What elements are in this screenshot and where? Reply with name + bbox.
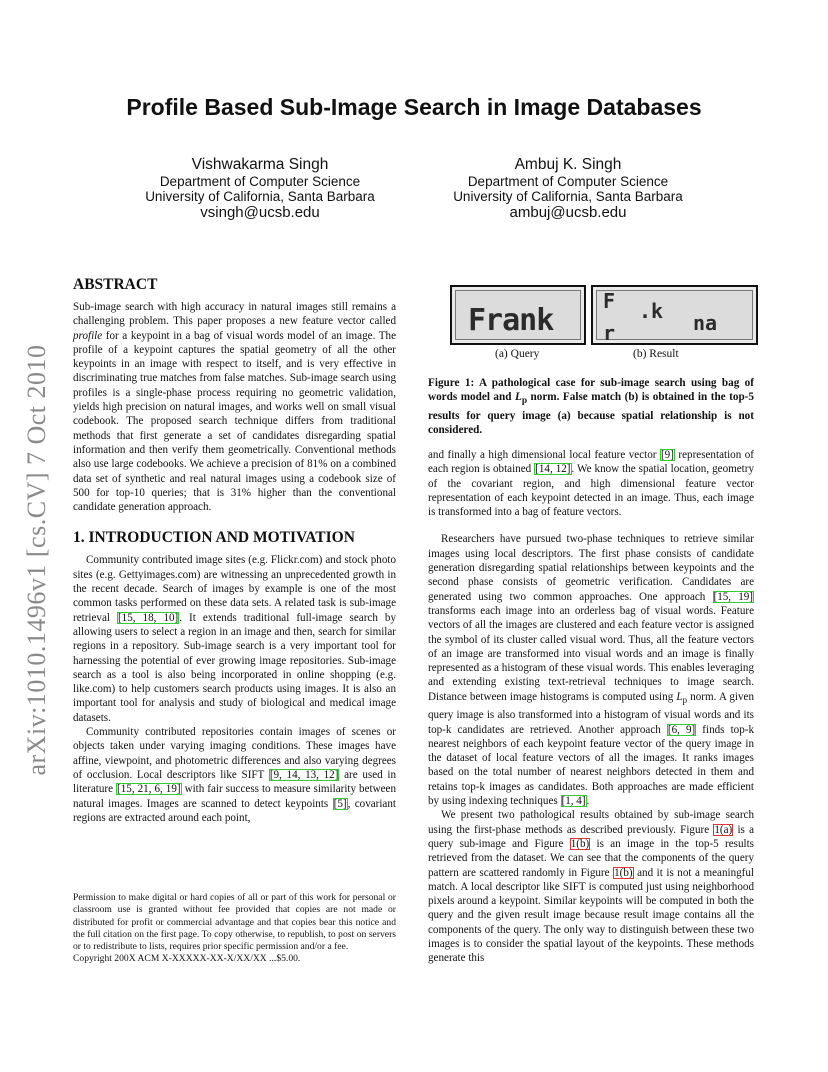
result-glyph-r: r	[603, 321, 616, 345]
author-email[interactable]: vsingh@ucsb.edu	[200, 204, 320, 221]
author-department: Department of Computer Science	[159, 174, 361, 189]
right-paragraph-2: Researchers have pursued two-phase techniques to retrieve similar images using local descriptors. The first phase consists of candidate generation disregarding spatial relationships between keypoints and the second phase consists of geometric verification. Candidates are generated using two common approaches. One approach [15, 19] transforms each image into an orderless bag of visual words. Feature vectors of all the images are clustered and each feature vector is assigned the symbol of its cluster called visual word. Thus, all the feature vectors of an image are transformed into visual words and an image is finally represented as a histogram of these visual words. This enables leveraging and extending existing text-retrieval techniques to image search. Distance between image histograms is computed using $L_p$ norm. A given query image is also transformed into a histogram of visual words and its top-k candidates are retrieved. Another approach [6, 9] finds top-k nearest neighbors of each keypoint feature vector of the query image in the dataset of local feature vectors of all the images. It ranks images based on the total number of nearest neighbors detected in them and retains top-k images as candidates. Both approaches are made efficient by using indexing techniques [1, 4].	[428, 533, 754, 808]
query-word: Frank	[468, 303, 554, 338]
abstract-paragraph: Sub-image search with high accuracy in natural images still remains a challenging problem. This paper proposes a new feature vector called profile for a keypoint in a bag of visual words model of an image. The profile of a keypoint captures the spatial geometry of all the other keypoints in an image with respect to itself, and is very effective in discriminating true matches from false matches. Sub-image search using profiles is a single-phase process requiring no geometric validation, yields high precision on natural images, and works well on small visual codebook. The proposed search technique differs from traditional methods that first generate a set of candidates disregarding spatial information and then verify them geometrically. Conventional methods also use large codebooks. We achieve a precision of 81% on a combined data set of synthetic and real natural images using a codebook size of 500 for top-10 queries; that is 31% higher than the conventional candidate generation approach.	[73, 301, 396, 514]
author-university: University of California, Santa Barbara	[145, 189, 375, 204]
figure-ref-link[interactable]: 1(b)	[614, 866, 633, 879]
permission-notice	[73, 892, 396, 966]
citation-link[interactable]: [9]	[660, 449, 674, 461]
figure-query-image	[450, 285, 586, 345]
intro-heading: 1. INTRODUCTION AND MOTIVATION	[73, 529, 355, 547]
citation-link[interactable]: [15, 19]	[713, 590, 754, 603]
paper-title: Profile Based Sub-Image Search in Image Databases	[126, 94, 702, 120]
intro-paragraph-2: Community contributed repositories contain images of scenes or objects taken under varying imaging conditions. These images have affine, viewpoint, and photometric differences and also varying degrees of occlusion. Local descriptors like SIFT [9, 14, 13, 12] are used in literature [15, 21, 6, 19] with fair success to measure similarity between natural images. Images are scanned to detect keypoints [5], covariant regions are extracted around each point,	[73, 726, 397, 824]
right-paragraph-1: and finally a high dimensional local feature vector [9] representation of each region is obtained [14, 12]. We know the spatial location, geometry of the covariant region, and high dimensional feature vector representation of each keypoint detected in an image. Thus, each image is transformed into a bag of feature vectors.	[428, 449, 754, 519]
citation-link[interactable]: [1, 4]	[561, 795, 586, 808]
right-paragraph-3: We present two pathological results obtained by sub-image search using the first-phase methods as described previously. Figure 1(a) is a query sub-image and Figure 1(b) is an image in the top-5 results retrieved from the dataset. We can see that the components of the query pattern are scattered randomly in Figure 1(b) and it is not a meaningful match. A local descriptor like SIFT is computed just using neighborhood pixels around a keypoint. Similar keypoints will be computed in both the query and the given result image because result image contains all the components of the query. The only way to distinguish between these two images is to consider the spatial layout of the keypoints. These methods generate this	[428, 809, 754, 965]
citation-link[interactable]: [5]	[333, 797, 347, 810]
copyright-line: Copyright 200X ACM X-XXXXX-XX-X/XX/XX ...$5.00.	[73, 953, 301, 965]
result-glyph-f: F	[603, 289, 616, 313]
citation-link[interactable]: [6, 9]	[667, 723, 696, 736]
author-block-2	[418, 155, 718, 222]
citation-link[interactable]: [9, 14, 13, 12]	[269, 768, 339, 781]
citation-link[interactable]: [14, 12]	[535, 463, 571, 476]
figure-ref-link[interactable]: 1(a)	[714, 823, 733, 836]
author-name: Ambuj K. Singh	[514, 156, 622, 173]
author-university: University of California, Santa Barbara	[453, 189, 683, 204]
author-email[interactable]: ambuj@ucsb.edu	[509, 204, 627, 221]
author-name: Vishwakarma Singh	[191, 156, 329, 173]
arxiv-stamp	[22, 300, 52, 820]
permission-text: Permission to make digital or hard copies of all or part of this work for personal or classroom use is granted without fee provided that copies are not made or distributed for profit or commercial advantage and that copies bear this notice and the full citation on the first page. To copy otherwise, to republish, to post on servers or to redistribute to lists, requires prior specific permission and/or a fee.	[73, 892, 396, 953]
figure-caption: Figure 1: A pathological case for sub-image search using bag of words model and $L_p$ norm. False match (b) is obtained in the top-5 results for query image (a) because spatial relationship is not considered.	[428, 377, 754, 436]
subfigure-label-a: (a) Query	[495, 348, 540, 360]
citation-link[interactable]: [15, 21, 6, 19]	[117, 783, 181, 796]
emphasis-profile: profile	[73, 329, 103, 342]
figure-ref-link[interactable]: 1(b)	[570, 837, 590, 850]
figure-result-image	[591, 285, 758, 345]
abstract-heading: ABSTRACT	[73, 276, 158, 293]
author-department: Department of Computer Science	[467, 174, 669, 189]
left-column	[73, 276, 396, 825]
result-glyph-k: .k	[639, 299, 664, 323]
citation-link[interactable]: [15, 18, 10]	[117, 611, 179, 624]
subfigure-label-b: (b) Result	[633, 348, 679, 360]
author-block-1	[110, 155, 410, 222]
result-glyph-na: na	[693, 311, 718, 335]
right-column	[428, 448, 754, 966]
arxiv-stamp-text: arXiv:1010.1496v1 [cs.CV] 7 Oct 2010	[22, 344, 51, 776]
intro-paragraph-1: Community contributed image sites (e.g. Flickr.com) and stock photo sites (e.g. Gettyimages.com) are witnessing an unprecedented growth in the recent decade. Search of images by example is one of the most common tasks performed on these data sets. A related task is sub-image retrieval [15, 18, 10]. It extends traditional full-image search by allowing users to select a region in an image and then, search for similar regions in a repository. Sub-image search is a very important tool for harnessing the potential of ever growing image repositories. Sub-image search as a tool is also being incorporated in online shopping (e.g. like.com) to help customers search products using images. It is also an important tool for analysis and study of biological and medical image datasets.	[73, 554, 396, 724]
